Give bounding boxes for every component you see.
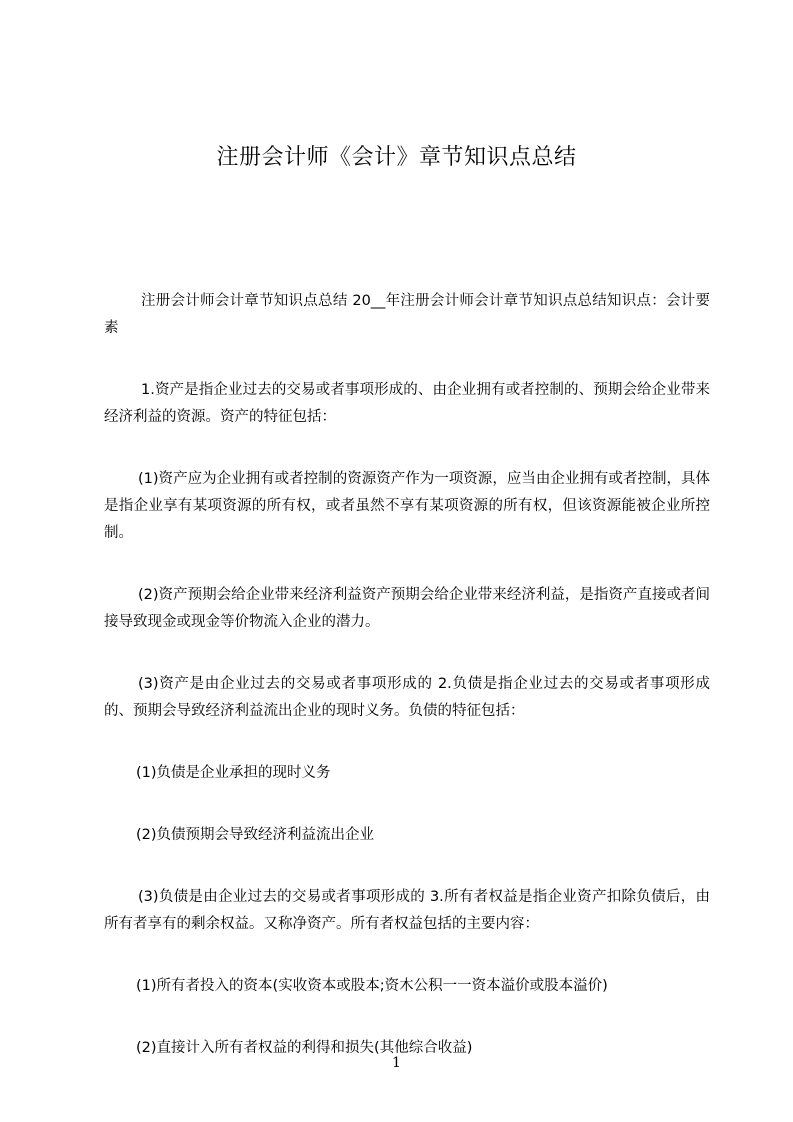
document-title: 注册会计师《会计》章节知识点总结 xyxy=(216,145,577,170)
paragraph-equity-item-2: (2)直接计入所有者权益的利得和损失(其他综合收益) xyxy=(136,1040,473,1056)
paragraph-assets-feature-3: (3)资产是由企业过去的交易或者事项形成的 2.负债是指企业过去的交易或者事项形成的、预期会导致经济利益流出企业的现时义务。负债的特征包括： xyxy=(104,676,710,719)
paragraph-assets-feature-2: (2)资产预期会给企业带来经济利益资产预期会给企业带来经济利益，是指资产直接或者间接导致现金或现金等价物流入企业的潜力。 xyxy=(104,587,710,630)
paragraph-assets-definition: 1.资产是指企业过去的交易或者事项形成的、由企业拥有或者控制的、预期会给企业带来经济利益的资源。资产的特征包括： xyxy=(104,382,710,425)
page-number: 1 xyxy=(392,1055,401,1071)
paragraph-equity-item-1: (1)所有者投入的资本(实收资本或股本;资木公积一一资本溢价或股本溢价) xyxy=(136,978,608,994)
paragraph-liability-feature-3: (3)负债是由企业过去的交易或者事项形成的 3.所有者权益是指企业资产扣除负债后，由所有者享有的剩余权益。又称净资产。所有者权益包括的主要内容： xyxy=(104,889,710,932)
paragraph-intro: 注册会计师会计章节知识点总结 20__年注册会计师会计章节知识点总结知识点：会计要素 xyxy=(104,293,710,336)
paragraph-liability-feature-2: (2)负债预期会导致经济利益流出企业 xyxy=(136,827,375,843)
paragraph-assets-feature-1: (1)资产应为企业拥有或者控制的资源资产作为一项资源，应当由企业拥有或者控制，具体是指企业享有某项资源的所有权，或者虽然不享有某项资源的所有权，但该资源能被企业所控制。 xyxy=(104,471,710,541)
paragraph-liability-feature-1: (1)负债是企业承担的现时义务 xyxy=(136,765,331,781)
document-body xyxy=(104,288,710,1097)
